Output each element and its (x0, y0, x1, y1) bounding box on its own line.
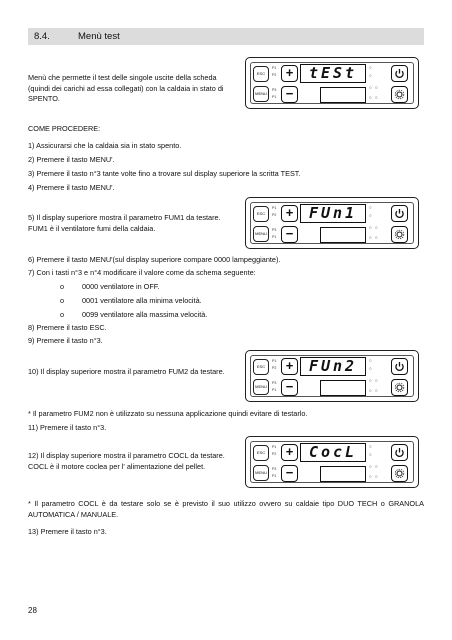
mode-button[interactable] (391, 86, 408, 103)
display-text: FUn2 (308, 357, 358, 375)
intro-text: Menù che permette il test delle singole uscite della scheda (quindi dei carichi ad essa collegati) con la caldaia in stato di SPENTO. (28, 73, 224, 104)
indicator-leds: ○ (369, 73, 373, 78)
settings-icon (394, 382, 405, 393)
page-number: 28 (28, 606, 37, 615)
bullet-text: 0099 ventilatore alla massima velocità. (82, 310, 208, 319)
section-header (28, 28, 424, 45)
step-11: 11) Premere il tasto n°3. (28, 423, 107, 432)
bullet-text: 0001 ventilatore alla minima velocità. (82, 296, 202, 305)
mode-button[interactable] (391, 379, 408, 396)
control-panel: ESC MENU P1 P2 P3 P1 + − tESt ○ ○ ○ ○ ○ ○ (245, 57, 419, 109)
minus-button[interactable]: − (281, 86, 298, 103)
step-4: 4) Premere il tasto MENU'. (28, 183, 115, 192)
upper-display (300, 204, 366, 223)
procedure-heading: COME PROCEDERE: (28, 124, 101, 133)
step-5: 5) Il display superiore mostra il parametro FUM1 da testare. FUM1 è il ventilatore fumi della caldaia. (28, 213, 221, 233)
upper-display (300, 357, 366, 376)
indicator-leds: ○ ○ (369, 235, 379, 240)
lower-display (320, 227, 366, 243)
control-panel: ESC MENU P1 P2 P3 P1 + − FUn2 ○ ○ ○ ○ ○ ○ (245, 350, 419, 402)
mode-button[interactable] (391, 226, 408, 243)
settings-icon (394, 89, 405, 100)
indicator-leds: ○ (369, 452, 373, 457)
control-panel: ESC MENU P1 P2 P3 P1 + − CocL ○ ○ ○ ○ ○ ○ (245, 436, 419, 488)
indicator-leds: ○ ○ (369, 378, 379, 383)
power-icon (394, 68, 405, 79)
step-7: 7) Con i tasti n°3 e n°4 modificare il valore come da schema seguente: (28, 268, 256, 277)
indicator-leds: ○ ○ (369, 95, 379, 100)
power-button[interactable] (391, 65, 408, 82)
step-12: 12) Il display superiore mostra il parametro COCL da testare. COCL è il motore coclea per l' alimentazione del pellet. (28, 451, 225, 471)
step-1: 1) Assicurarsi che la caldaia sia in stato spento. (28, 141, 182, 150)
indicator-leds: ○ (369, 65, 373, 70)
step-13: 13) Premere il tasto n°3. (28, 527, 107, 536)
bullet-marker: o (60, 296, 65, 305)
esc-button[interactable]: ESC (253, 359, 269, 375)
indicator-leds: ○ ○ (369, 474, 379, 479)
plus-button[interactable]: + (281, 65, 298, 82)
plus-button[interactable]: + (281, 444, 298, 461)
step-9: 9) Premere il tasto n°3. (28, 336, 103, 345)
plus-button[interactable]: + (281, 205, 298, 222)
indicator-leds: ○ ○ (369, 388, 379, 393)
indicator-leds: ○ (369, 205, 373, 210)
settings-icon (394, 229, 405, 240)
menu-button[interactable]: MENU (253, 86, 269, 102)
indicator-leds: ○ (369, 444, 373, 449)
esc-button[interactable]: ESC (253, 445, 269, 461)
section-title: Menù test (78, 31, 120, 42)
power-button[interactable] (391, 444, 408, 461)
minus-button[interactable]: − (281, 465, 298, 482)
menu-button[interactable]: MENU (253, 379, 269, 395)
power-button[interactable] (391, 205, 408, 222)
power-button[interactable] (391, 358, 408, 375)
display-text: FUn1 (308, 204, 358, 222)
control-panel: ESC MENU P1 P2 P3 P1 + − FUn1 ○ ○ ○ ○ ○ ○ (245, 197, 419, 249)
bullet-marker: o (60, 310, 65, 319)
indicator-leds: ○ (369, 366, 373, 371)
minus-button[interactable]: − (281, 379, 298, 396)
step-6: 6) Premere il tasto MENU'(sul display superiore compare 0000 lampeggiante). (28, 255, 281, 264)
minus-button[interactable]: − (281, 226, 298, 243)
lower-display (320, 380, 366, 396)
upper-display (300, 64, 366, 83)
esc-button[interactable]: ESC (253, 206, 269, 222)
upper-display (300, 443, 366, 462)
lower-display (320, 466, 366, 482)
mode-button[interactable] (391, 465, 408, 482)
display-text: CocL (308, 443, 358, 461)
section-number: 8.4. (34, 31, 50, 42)
note-fum2: * Il parametro FUM2 non è utilizzato su nessuna applicazione quindi evitare di testarlo. (28, 409, 308, 418)
indicator-leds: ○ (369, 358, 373, 363)
note-cocl: * Il parametro COCL è da testare solo se è previsto il suo utilizzo ovvero su caldaie tipo DUO TECH o GRANOLA AUTOMATICA / MANUALE. (28, 499, 424, 519)
settings-icon (394, 468, 405, 479)
power-icon (394, 447, 405, 458)
power-icon (394, 208, 405, 219)
step-8: 8) Premere il tasto ESC. (28, 323, 107, 332)
bullet-text: 0000 ventilatore in OFF. (82, 282, 160, 291)
indicator-leds: ○ ○ (369, 464, 379, 469)
step-2: 2) Premere il tasto MENU'. (28, 155, 115, 164)
lower-display (320, 87, 366, 103)
indicator-leds: ○ (369, 213, 373, 218)
menu-button[interactable]: MENU (253, 226, 269, 242)
display-text: tESt (308, 64, 358, 82)
menu-button[interactable]: MENU (253, 465, 269, 481)
step-10: 10) Il display superiore mostra il parametro FUM2 da testare. (28, 367, 225, 376)
bullet-marker: o (60, 282, 65, 291)
power-icon (394, 361, 405, 372)
indicator-leds: ○ ○ (369, 225, 379, 230)
esc-button[interactable]: ESC (253, 66, 269, 82)
indicator-leds: ○ ○ (369, 85, 379, 90)
plus-button[interactable]: + (281, 358, 298, 375)
step-3: 3) Premere il tasto n°3 tante volte fino a trovare sul display superiore la scritta TEST. (28, 169, 301, 178)
